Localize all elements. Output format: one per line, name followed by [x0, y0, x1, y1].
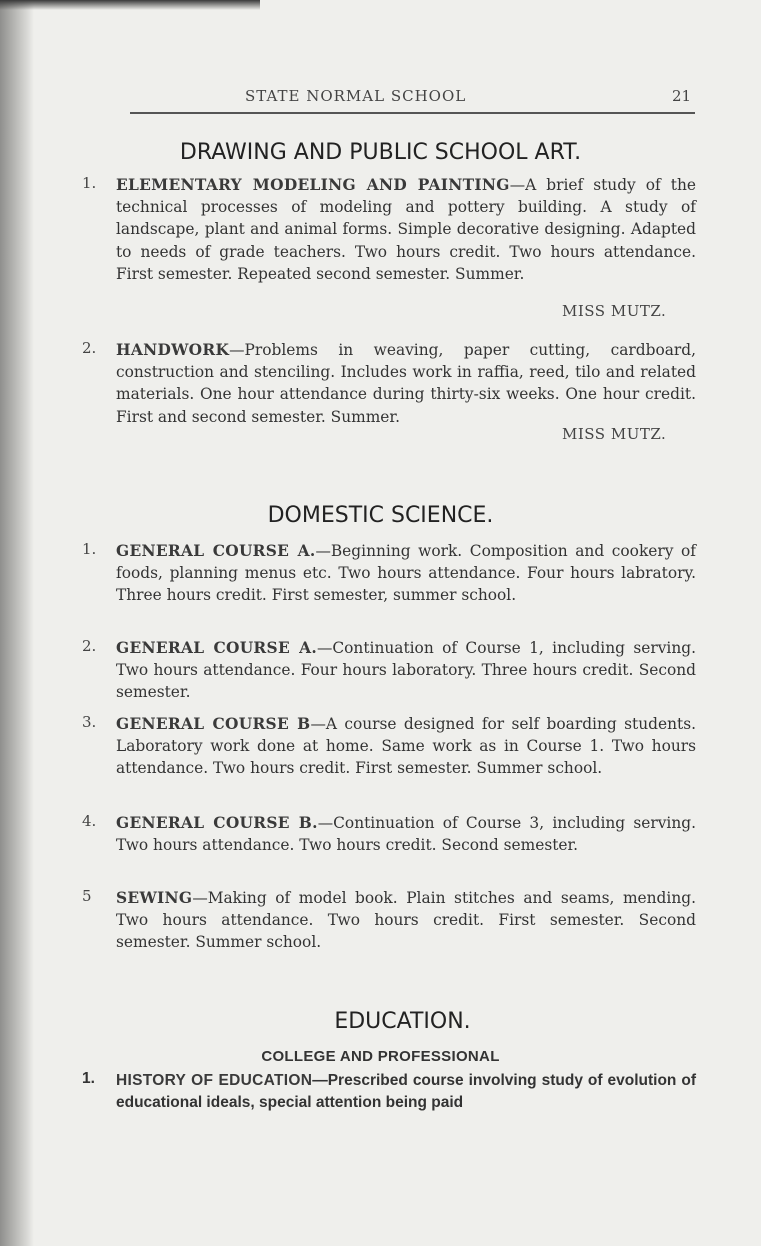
course-description: [116, 713, 696, 780]
course-text: —Continuation of Course 1, including serving. Two hours attendance. Four hours laboratory. Three hours credit. Second semester.: [116, 639, 696, 702]
course-number: 2.: [82, 339, 97, 357]
course-text: —Continuation of Course 3, including serving. Two hours attendance. Two hours credit. Second semester.: [116, 814, 696, 855]
course-number: 3.: [82, 713, 97, 731]
running-title: STATE NORMAL SCHOOL: [245, 87, 467, 105]
course-text: —Prescribed course involving study of evolution of educational ideals, special attention being paid: [116, 1072, 697, 1112]
course-description: [116, 339, 696, 428]
course-title: SEWING: [116, 889, 193, 907]
course-description: [116, 174, 696, 285]
section-heading-art: DRAWING AND PUBLIC SCHOOL ART.: [179, 140, 582, 165]
course-number: 1.: [82, 174, 97, 192]
course-text: —A brief study of the technical processes of modeling and pottery building. A study of landscape, plant and animal forms. Simple decorative designing. Adapted to needs of grade teachers. Two hours credit. Two hours attendance. First semester. Repeated second semester. Summer.: [116, 176, 696, 283]
course-title: GENERAL COURSE B: [116, 715, 311, 733]
course-title: HISTORY OF EDUCATION: [116, 1072, 313, 1089]
course-number: 4.: [82, 812, 97, 830]
course-description: [116, 812, 696, 856]
instructor-name: MISS MUTZ.: [562, 425, 667, 443]
course-title: ELEMENTARY MODELING AND PAINTING: [116, 176, 510, 194]
course-description: [116, 540, 696, 607]
header-rule: [130, 112, 695, 114]
course-title: GENERAL COURSE A.: [116, 542, 316, 560]
subsection-heading: COLLEGE AND PROFESSIONAL: [261, 1048, 500, 1065]
page-number: 21: [672, 87, 692, 105]
course-description: [116, 887, 696, 954]
course-number: 1.: [82, 540, 97, 558]
course-text: —Making of model book. Plain stitches and seams, mending. Two hours attendance. Two hours credit. First semester. Second semester. Summer school.: [116, 889, 696, 952]
instructor-name: MISS MUTZ.: [562, 302, 667, 320]
course-text: —Beginning work. Composition and cookery of foods, planning menus etc. Two hours attendance. Four hours labratory. Three hours credit. First semester, summer school.: [116, 542, 696, 605]
course-text: —Problems in weaving, paper cutting, cardboard, construction and stenciling. Includes work in raffia, reed, tilo and related materials. One hour attendance during thirty-six weeks. One hour credit. First and second semester. Summer.: [116, 341, 696, 426]
course-title: HANDWORK: [116, 341, 230, 359]
section-heading-domestic-science: DOMESTIC SCIENCE.: [267, 503, 494, 528]
course-text: —A course designed for self boarding students. Laboratory work done at home. Same work as in Course 1. Two hours attendance. Two hours credit. First semester. Summer school.: [116, 715, 696, 778]
course-title: GENERAL COURSE A.: [116, 639, 317, 657]
section-heading-education: EDUCATION.: [334, 1009, 471, 1034]
course-number: 2.: [82, 637, 97, 655]
course-number: 1.: [82, 1070, 95, 1087]
course-description: [116, 637, 696, 704]
course-description: [116, 1070, 696, 1114]
course-number: 5: [82, 887, 92, 905]
course-title: GENERAL COURSE B.: [116, 814, 318, 832]
